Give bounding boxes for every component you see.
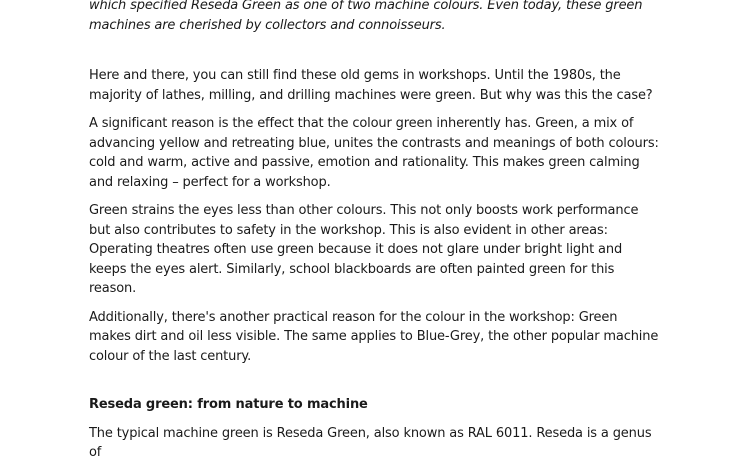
intro-italic-paragraph: which specified Reseda Green as one of two machine colours. Even today, these green machines are cherished by collectors and connoisseurs. bbox=[89, 0, 643, 33]
section-paragraph: The typical machine green is Reseda Green, also known as RAL 6011. Reseda is a genus of bbox=[89, 425, 652, 460]
body-paragraph: A significant reason is the effect that the colour green inherently has. Green, a mix of advancing yellow and retreating blue, unites the contrasts and meanings of both colours: cold and warm, active and passive, emotion and rationality. This makes green calming and relaxing – perfect for a workshop. bbox=[89, 116, 659, 190]
spacer bbox=[89, 35, 659, 66]
spacer bbox=[89, 192, 659, 201]
spacer bbox=[89, 105, 659, 114]
body-paragraph: Additionally, there's another practical reason for the colour in the workshop: Green makes dirt and oil less visible. The same applies to Blue-Grey, the other popular machine colour of the last century. bbox=[89, 309, 659, 364]
spacer bbox=[89, 366, 659, 395]
body-paragraph: Here and there, you can still find these old gems in workshops. Until the 1980s, the majority of lathes, milling, and drilling machines were green. But why was this the case? bbox=[89, 68, 653, 103]
body-paragraph: Green strains the eyes less than other colours. This not only boosts work performance but also contributes to safety in the workshop. This is also evident in other areas: Operating theatres often use green because it does not glare under bright light and keeps the eyes alert. Similarly, school blackboards are often painted green for this reason. bbox=[89, 203, 639, 296]
section-heading: Reseda green: from nature to machine bbox=[89, 397, 368, 412]
spacer bbox=[89, 415, 659, 424]
document-page bbox=[89, 0, 659, 463]
spacer bbox=[89, 299, 659, 308]
